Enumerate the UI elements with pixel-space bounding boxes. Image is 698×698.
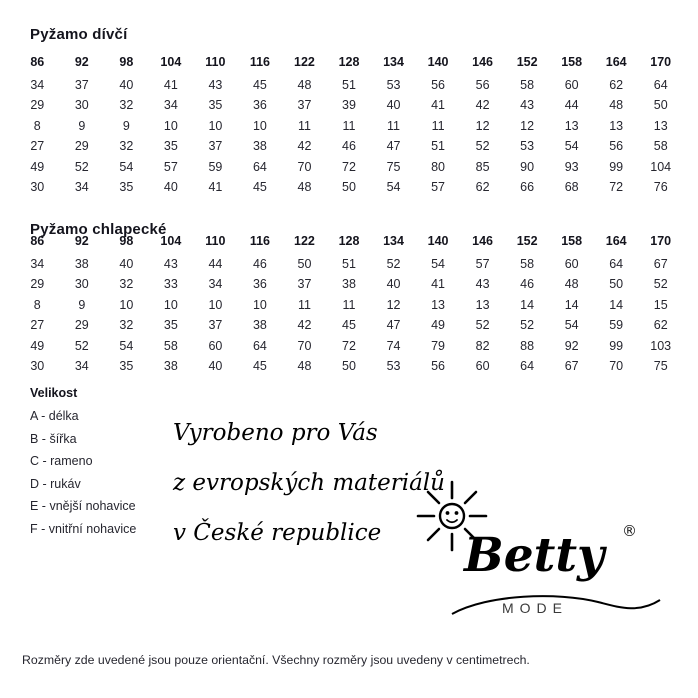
measurement-cell: 58 [653,139,668,154]
size-header-cell: 140 [427,55,449,70]
measurement-cell: 64 [653,77,668,92]
measurement-cell: 92 [564,338,579,353]
measurement-cell: 10 [208,297,223,312]
measurement-cell: 45 [252,180,267,195]
measurement-cell: 13 [564,118,579,133]
measurement-cell: 57 [163,159,178,174]
size-header-cell: 110 [205,234,226,249]
measurement-cell: 53 [386,77,401,92]
measurement-cell: 50 [342,180,356,195]
measurement-cell: 38 [342,277,356,292]
measurement-cell: 14 [520,297,535,312]
measurement-cell: 57 [475,256,490,271]
size-header-cell: 170 [650,55,672,70]
size-header-cell: 122 [294,55,315,70]
measurement-cell: 37 [208,318,223,333]
size-header-cell: 146 [472,55,494,70]
measurement-cell: 72 [342,159,356,174]
legend-item-sleeve: D - rukáv [30,476,81,491]
measurement-cell: 50 [342,359,356,374]
measurement-row [15,254,683,275]
measurement-cell: 9 [78,297,86,312]
legend-item-outer-trouser: E - vnější nohavice [30,499,136,513]
measurement-cell: 56 [609,139,624,154]
measurement-cell: 40 [119,256,134,271]
measurement-row [15,95,683,116]
measurement-cell: 62 [653,318,668,333]
size-header-cell: 110 [205,55,226,70]
measurement-cell: 13 [609,118,624,133]
measurement-cell: 30 [30,359,45,374]
size-header-cell: 86 [30,55,45,70]
measurement-cell: 11 [297,118,311,133]
measurement-cell: 29 [74,318,89,333]
measurement-cell: 40 [386,98,401,113]
measurement-cell: 29 [30,277,45,292]
measurement-cell: 60 [475,359,490,374]
brand-name: Betty [464,528,605,583]
measurement-cell: 11 [297,297,311,312]
measurement-cell: 9 [78,118,86,133]
measurement-cell: 10 [163,297,178,312]
measurement-cell: 93 [564,159,579,174]
measurement-cell: 48 [609,98,624,113]
measurement-cell: 35 [208,98,223,113]
measurement-cell: 38 [252,139,267,154]
measurement-cell: 35 [119,359,134,374]
measurement-cell: 99 [609,159,624,174]
measurement-cell: 10 [119,297,134,312]
measurement-cell: 58 [520,77,535,92]
measurement-cell: 52 [74,338,89,353]
measurement-cell: 11 [342,297,356,312]
size-header-cell: 104 [160,55,182,70]
measurement-cell: 38 [74,256,89,271]
measurement-cell: 9 [122,118,130,133]
measurement-cell: 88 [520,338,535,353]
made-in-line-2: z evropských materiálů [173,470,445,496]
size-header-cell: 104 [160,234,182,249]
measurement-cell: 35 [163,139,178,154]
measurement-cell: 40 [386,277,401,292]
size-header-cell: 152 [516,234,538,249]
measurement-cell: 47 [386,139,401,154]
measurement-cell: 32 [119,277,134,292]
measurement-cell: 44 [564,98,579,113]
measurement-cell: 43 [163,256,178,271]
measurement-cell: 36 [252,98,267,113]
size-header-cell: 158 [561,55,583,70]
measurement-cell: 40 [119,77,134,92]
measurement-cell: 54 [386,180,401,195]
measurement-cell: 38 [252,318,267,333]
measurement-cell: 58 [520,256,535,271]
measurement-cell: 42 [297,139,312,154]
legend-item-length: A - délka [30,409,79,423]
size-header-cell: 92 [74,234,89,249]
size-header-cell: 134 [383,234,404,249]
measurement-cell: 8 [33,297,41,312]
measurement-cell: 52 [74,159,89,174]
size-header-cell: 122 [294,234,315,249]
measurement-cell: 50 [297,256,312,271]
measurement-cell: 34 [74,180,89,195]
measurement-cell: 49 [431,318,446,333]
measurement-cell: 52 [386,256,401,271]
made-in-line-1: Vyrobeno pro Vás [173,420,378,446]
measurement-cell: 48 [297,77,312,92]
measurement-cell: 80 [431,159,446,174]
measurement-cell: 74 [386,338,401,353]
measurement-row [15,274,683,295]
measurement-cell: 62 [609,77,624,92]
measurement-cell: 51 [431,139,446,154]
measurement-cell: 48 [564,277,579,292]
measurement-cell: 64 [252,338,267,353]
measurement-cell: 82 [475,338,490,353]
measurement-cell: 44 [208,256,223,271]
girls-size-table [15,52,683,198]
measurement-cell: 10 [252,118,267,133]
measurement-cell: 40 [163,180,178,195]
measurement-cell: 60 [564,77,579,92]
betty-mode-logo [400,470,680,630]
measurement-cell: 13 [653,118,668,133]
size-header-row [15,52,683,73]
measurement-cell: 13 [431,297,446,312]
measurement-cell: 38 [163,359,178,374]
measurement-cell: 34 [30,256,45,271]
measurement-cell: 10 [163,118,178,133]
size-header-cell: 170 [650,234,672,249]
measurement-cell: 11 [342,118,356,133]
size-header-cell: 158 [561,234,583,249]
measurement-cell: 12 [386,297,401,312]
measurement-cell: 46 [520,277,535,292]
measurement-cell: 8 [33,118,41,133]
measurement-cell: 56 [475,77,490,92]
legend-item-width: B - šířka [30,431,77,446]
measurement-cell: 54 [564,318,579,333]
measurement-cell: 33 [163,277,178,292]
measurement-cell: 41 [431,277,446,292]
measurement-cell: 85 [475,159,490,174]
footer-disclaimer: Rozměry zde uvedené jsou pouze orientační. Všechny rozměry jsou uvedeny v centimetrech. [22,653,530,667]
measurement-cell: 45 [342,318,356,333]
measurement-cell: 103 [650,338,672,353]
measurement-row [15,177,683,198]
measurement-cell: 42 [475,98,490,113]
measurement-cell: 27 [30,139,45,154]
measurement-cell: 37 [297,277,312,292]
measurement-cell: 60 [208,338,223,353]
measurement-cell: 14 [564,297,579,312]
measurement-cell: 76 [653,180,668,195]
measurement-cell: 104 [650,159,672,174]
measurement-cell: 30 [30,180,45,195]
measurement-cell: 56 [431,77,446,92]
legend-title: Velikost [30,386,78,400]
size-header-row [15,231,683,252]
measurement-cell: 57 [431,180,446,195]
measurement-cell: 41 [208,180,223,195]
measurement-cell: 54 [564,139,579,154]
measurement-cell: 45 [252,359,267,374]
measurement-cell: 29 [74,139,89,154]
size-header-cell: 146 [472,234,494,249]
measurement-cell: 48 [297,180,312,195]
measurement-cell: 13 [475,297,490,312]
size-header-cell: 98 [119,55,134,70]
measurement-cell: 35 [163,318,178,333]
measurement-cell: 37 [74,77,89,92]
measurement-cell: 29 [30,98,45,113]
size-header-cell: 128 [338,234,360,249]
measurement-row [15,336,683,357]
measurement-cell: 66 [520,180,535,195]
measurement-cell: 40 [208,359,223,374]
measurement-cell: 54 [431,256,446,271]
measurement-row [15,116,683,137]
measurement-cell: 41 [431,98,446,113]
measurement-cell: 32 [119,318,134,333]
measurement-cell: 30 [74,277,89,292]
measurement-row [15,157,683,178]
measurement-cell: 11 [387,118,401,133]
registered-trademark-symbol: ® [622,522,637,540]
measurement-cell: 10 [208,118,223,133]
measurement-cell: 46 [342,139,356,154]
measurement-cell: 45 [252,77,267,92]
measurement-cell: 10 [252,297,267,312]
measurement-cell: 64 [252,159,267,174]
measurement-cell: 56 [431,359,446,374]
size-header-cell: 140 [427,234,449,249]
size-header-cell: 92 [74,55,89,70]
measurement-cell: 79 [431,338,446,353]
measurement-cell: 37 [208,139,223,154]
measurement-cell: 59 [609,318,624,333]
measurement-cell: 12 [475,118,490,133]
measurement-cell: 58 [163,338,178,353]
measurement-cell: 67 [564,359,579,374]
measurement-cell: 53 [520,139,535,154]
measurement-cell: 50 [609,277,624,292]
measurement-cell: 52 [520,318,535,333]
measurement-cell: 43 [475,277,490,292]
measurement-cell: 48 [297,359,312,374]
measurement-cell: 52 [475,139,490,154]
measurement-cell: 34 [163,98,178,113]
measurement-cell: 53 [386,359,401,374]
measurement-cell: 37 [297,98,312,113]
measurement-cell: 51 [342,256,356,271]
measurement-cell: 15 [653,297,668,312]
measurement-cell: 52 [475,318,490,333]
measurement-cell: 34 [208,277,223,292]
measurement-cell: 60 [564,256,579,271]
measurement-cell: 41 [163,77,178,92]
measurement-cell: 46 [252,256,267,271]
measurement-cell: 49 [30,159,45,174]
measurement-cell: 32 [119,139,134,154]
measurement-cell: 50 [653,98,668,113]
boys-size-table [15,231,683,377]
measurement-cell: 36 [252,277,267,292]
measurement-cell: 52 [653,277,668,292]
measurement-cell: 30 [74,98,89,113]
measurement-cell: 59 [208,159,223,174]
measurement-cell: 47 [386,318,401,333]
measurement-cell: 64 [520,359,535,374]
measurement-row [15,315,683,336]
measurement-cell: 54 [119,159,134,174]
measurement-cell: 99 [609,338,624,353]
size-header-cell: 116 [249,234,270,249]
section-title-girls-pajamas: Pyžamo dívčí [30,26,128,44]
made-in-line-3: v České republice [173,520,382,546]
measurement-cell: 43 [208,77,223,92]
measurement-cell: 34 [74,359,89,374]
measurement-cell: 70 [297,159,312,174]
size-header-cell: 152 [516,55,538,70]
size-header-cell: 128 [338,55,360,70]
measurement-cell: 49 [30,338,45,353]
brand-subtitle: MODE [502,600,568,616]
measurement-cell: 67 [653,256,668,271]
measurement-cell: 72 [342,338,356,353]
measurement-cell: 14 [609,297,624,312]
measurement-cell: 42 [297,318,312,333]
size-header-cell: 134 [383,55,404,70]
measurement-row [15,136,683,157]
measurement-cell: 64 [609,256,624,271]
measurement-cell: 72 [609,180,624,195]
measurement-cell: 12 [520,118,535,133]
legend-item-shoulder: C - rameno [30,454,93,468]
measurement-cell: 43 [520,98,535,113]
measurement-cell: 75 [386,159,401,174]
measurement-row [15,356,683,377]
measurement-cell: 68 [564,180,579,195]
size-legend [30,386,136,544]
measurement-cell: 70 [609,359,624,374]
size-header-cell: 86 [30,234,45,249]
measurement-cell: 11 [431,118,445,133]
measurement-cell: 90 [520,159,535,174]
measurement-cell: 70 [297,338,312,353]
section-title-boys-pajamas: Pyžamo chlapecké [30,221,167,239]
measurement-cell: 62 [475,180,490,195]
measurement-row [15,75,683,96]
size-header-cell: 164 [605,55,627,70]
measurement-cell: 75 [653,359,668,374]
measurement-cell: 32 [119,98,134,113]
legend-item-inner-trouser: F - vnitřní nohavice [30,521,137,536]
measurement-cell: 35 [119,180,134,195]
size-header-cell: 98 [119,234,134,249]
measurement-row [15,295,683,316]
measurement-cell: 39 [342,98,356,113]
size-header-cell: 116 [249,55,270,70]
size-header-cell: 164 [605,234,627,249]
measurement-cell: 51 [342,77,356,92]
measurement-cell: 34 [30,77,45,92]
measurement-cell: 27 [30,318,45,333]
measurement-cell: 54 [119,338,134,353]
